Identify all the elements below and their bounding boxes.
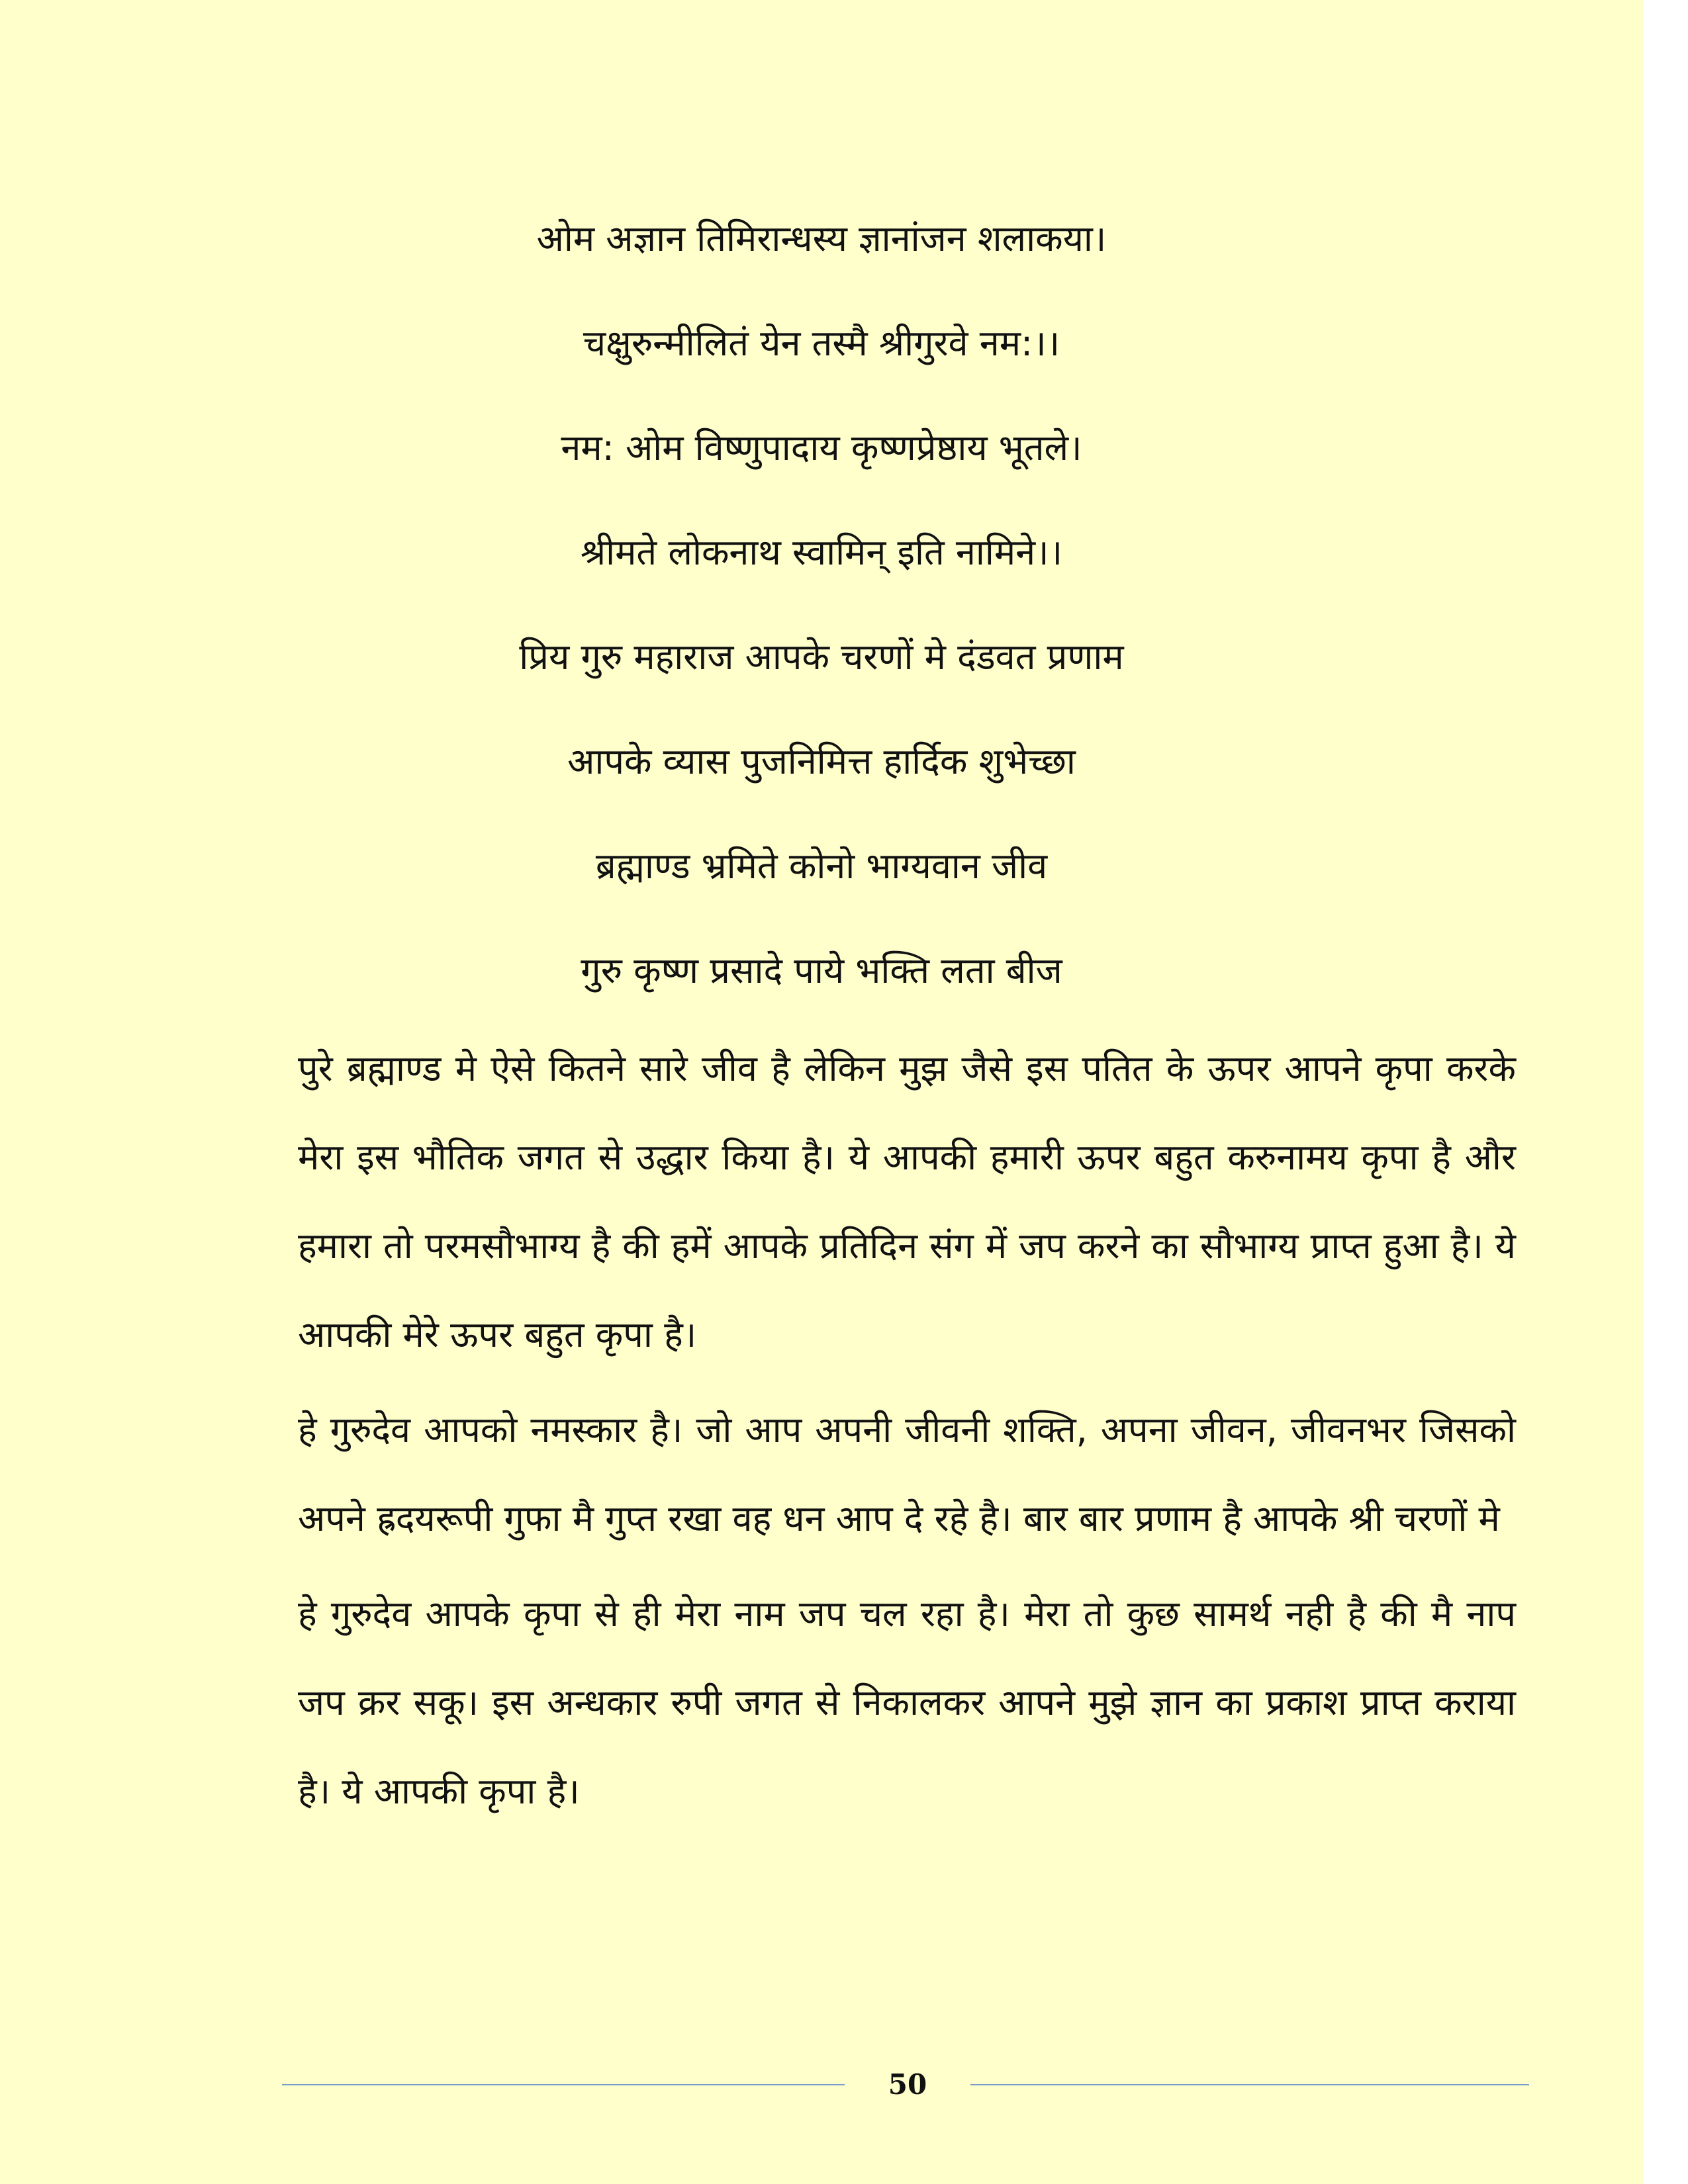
verse-line: ब्रह्माण्ड भ्रमिते कोनो भाग्यवान जीव [595,845,1048,887]
greeting-line: आपके व्यास पुजनिमित्त हार्दिक शुभेच्छा [567,741,1076,782]
paragraph: हे गुरुदेव आपके कृपा से ही मेरा नाम जप चल रहा है। मेरा तो कुछ सामर्थ नही है की मै नाप जप क्रर सकू। इस अन्धकार रुपी जगत से निकालकर आपने मुझे ज्ञान का प्रकाश प्राप्त कराया है। ये आपकी कृपा है। [298,1593,1516,1812]
paragraph: हे गुरुदेव आपको नमस्कार है। जो आप अपनी जीवनी शक्ति, अपना जीवन, जीवनभर जिसको अपने ह्रदयरूपी गुफा मै गुप्त रखा वह धन आप दे रहे है। बार बार प्रणाम है आपके श्री चरणों मे [298,1409,1516,1539]
page-footer [282,2065,1529,2105]
verse-line: नम: ओम विष्णुपादाय कृष्णप्रेष्ठाय भूतले। [561,427,1082,469]
greeting-line: प्रिय गुरु महाराज आपके चरणों मे दंडवत प्रणाम [519,636,1124,678]
footer-rule-right [970,2084,1529,2085]
paragraph: पुरे ब्रह्माण्ड मे ऐसे कितने सारे जीव है लेकिन मुझ जैसे इस पतित के ऊपर आपने कृपा करके मेरा इस भौतिक जगत से उद्धार किया है। ये आपकी हमारी ऊपर बहुत करुनामय कृपा है और हमारा तो परमसौभाग्य है की हमें आपके प्रतिदिन संग में जप करने का सौभाग्य प्राप्त हुआ है। ये आपकी मेरे ऊपर बहुत कृपा है। [298,1048,1516,1355]
footer-rule-left [282,2084,845,2085]
verse-line: ओम अज्ञान तिमिरान्धस्य ज्ञानांजन शलाकया। [536,218,1107,259]
verse-line: चक्षुरुन्मीलितं येन तस्मै श्रीगुरवे नम:।। [583,322,1060,364]
verse-block [0,187,1643,1023]
body-text [298,1024,1516,1843]
verse-line: श्रीमते लोकनाथ स्वामिन् इति नामिने।। [580,531,1063,573]
verse-line: गुरु कृष्ण प्रसादे पाये भक्ति लता बीज [581,950,1062,991]
page-number: 50 [888,2068,927,2101]
